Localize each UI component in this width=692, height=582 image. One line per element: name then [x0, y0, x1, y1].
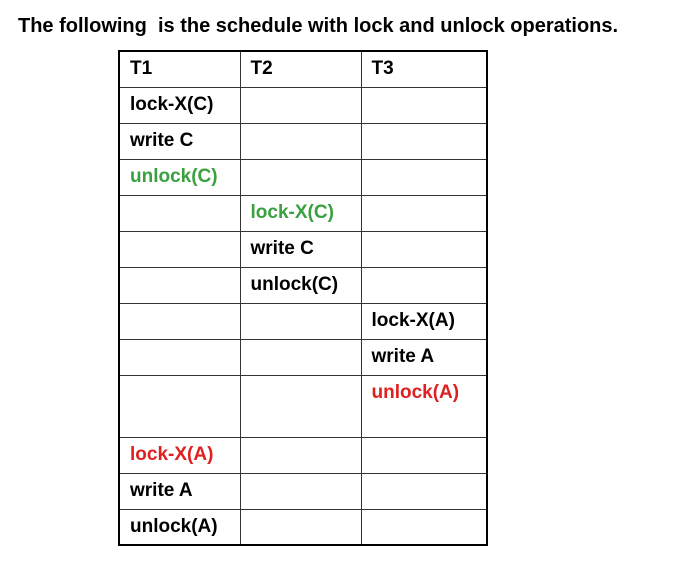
cell-t2 [240, 123, 361, 159]
schedule-table [118, 50, 488, 546]
cell-t3 [361, 87, 487, 123]
cell-t2 [240, 437, 361, 473]
page-title: The following is the schedule with lock and unlock operations. [18, 15, 619, 37]
table-row [119, 267, 487, 303]
table-header-row [119, 51, 487, 87]
cell-t3 [361, 473, 487, 509]
table-row [119, 375, 487, 437]
cell-t1 [119, 267, 240, 303]
table-row [119, 159, 487, 195]
header-t1: T1 [119, 51, 240, 87]
cell-t3: write A [361, 339, 487, 375]
table-row [119, 473, 487, 509]
cell-t2 [240, 87, 361, 123]
cell-t1 [119, 375, 240, 437]
table-row [119, 123, 487, 159]
header-t3: T3 [361, 51, 487, 87]
cell-t3 [361, 509, 487, 545]
cell-t2: lock-X(C) [240, 195, 361, 231]
cell-t2 [240, 509, 361, 545]
cell-t1: lock-X(A) [119, 437, 240, 473]
table-row [119, 231, 487, 267]
cell-t1 [119, 339, 240, 375]
table-row [119, 195, 487, 231]
cell-t3 [361, 159, 487, 195]
cell-t1: unlock(A) [119, 509, 240, 545]
cell-t2 [240, 159, 361, 195]
cell-t1 [119, 195, 240, 231]
cell-t3 [361, 267, 487, 303]
cell-t2 [240, 473, 361, 509]
cell-t3: lock-X(A) [361, 303, 487, 339]
cell-t1: unlock(C) [119, 159, 240, 195]
table-row [119, 509, 487, 545]
cell-t2 [240, 303, 361, 339]
header-t2: T2 [240, 51, 361, 87]
cell-t1: write A [119, 473, 240, 509]
cell-t3 [361, 231, 487, 267]
table-row [119, 87, 487, 123]
cell-t2: unlock(C) [240, 267, 361, 303]
cell-t2 [240, 375, 361, 437]
cell-t1: write C [119, 123, 240, 159]
cell-t2 [240, 339, 361, 375]
table-row [119, 339, 487, 375]
cell-t3: unlock(A) [361, 375, 487, 437]
cell-t1: lock-X(C) [119, 87, 240, 123]
cell-t2: write C [240, 231, 361, 267]
cell-t3 [361, 437, 487, 473]
cell-t3 [361, 123, 487, 159]
table-row [119, 437, 487, 473]
cell-t1 [119, 303, 240, 339]
cell-t3 [361, 195, 487, 231]
cell-t1 [119, 231, 240, 267]
table-row [119, 303, 487, 339]
